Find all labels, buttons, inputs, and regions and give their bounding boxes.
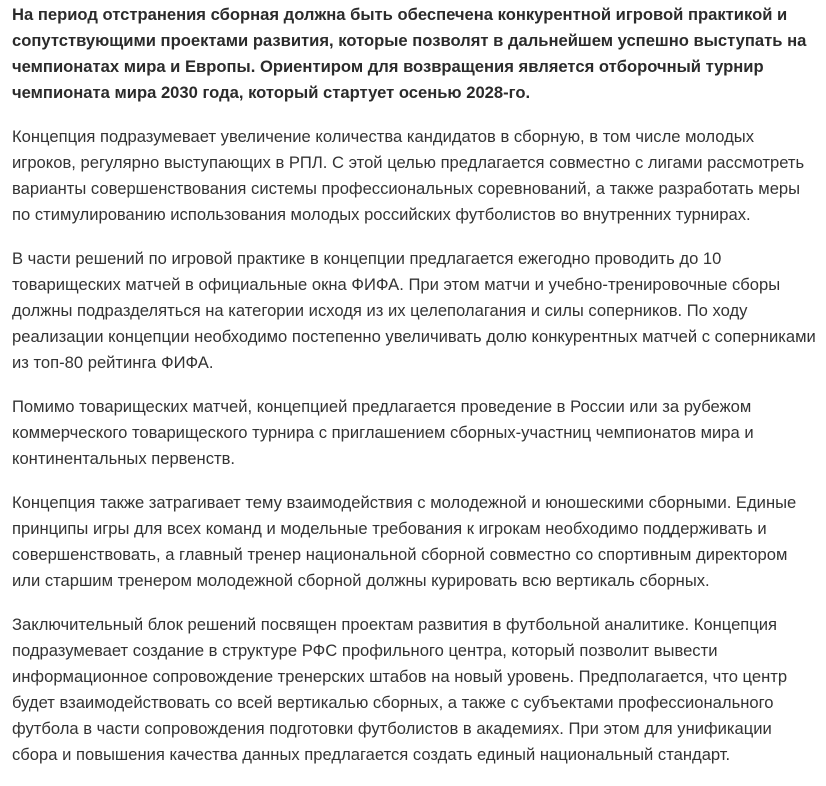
- article-lead-paragraph: На период отстранения сборная должна быть обеспечена конкурентной игровой практикой и сопутствующими проектами развития, которые позволят в дальнейшем успешно выступать на чемпионатах мира и Европы. Ориентиром для возвращения является отборочный турнир чемпионата мира 2030 года, который стартует осенью 2028-го.: [12, 5, 807, 102]
- article-paragraph: Заключительный блок решений посвящен проектам развития в футбольной аналитике. Концепция подразумевает создание в структуре РФС профильного центра, который позволит вывести информационное сопровождение тренерских штабов на новый уровень. Предполагается, что центр будет взаимодействовать со всей вертикалью сборных, а также с субъектами профессионального футбола в части сопровождения подготовки футболистов в академиях. При этом для унификации сбора и повышения качества данных предлагается создать единый национальный стандарт.: [12, 615, 788, 764]
- article-body: [12, 2, 820, 786]
- article-paragraph: Помимо товарищеских матчей, концепцией предлагается проведение в России или за рубежом коммерческого товарищеского турнира с приглашением сборных-участниц чемпионатов мира и континентальных первенств.: [12, 397, 754, 468]
- article-paragraph: Концепция также затрагивает тему взаимодействия с молодежной и юношескими сборными. Единые принципы игры для всех команд и модельные требования к игрокам необходимо поддерживать и совершенствовать, а главный тренер национальной сборной совместно со спортивным директором или старшим тренером молодежной сборной должны курировать всю вертикаль сборных.: [12, 493, 797, 590]
- article-paragraph: Концепция подразумевает увеличение количества кандидатов в сборную, в том числе молодых игроков, регулярно выступающих в РПЛ. С этой целью предлагается совместно с лигами рассмотреть варианты совершенствования системы профессиональных соревнований, а также разработать меры по стимулированию использования молодых российских футболистов во внутренних турнирах.: [12, 127, 805, 224]
- article-paragraph: В части решений по игровой практике в концепции предлагается ежегодно проводить до 10 товарищеских матчей в официальные окна ФИФА. При этом матчи и учебно-тренировочные сборы должны подразделяться на категории исходя из их целеполагания и силы соперников. По ходу реализации концепции необходимо постепенно увеличивать долю конкурентных матчей с соперниками из топ-80 рейтинга ФИФА.: [12, 249, 816, 372]
